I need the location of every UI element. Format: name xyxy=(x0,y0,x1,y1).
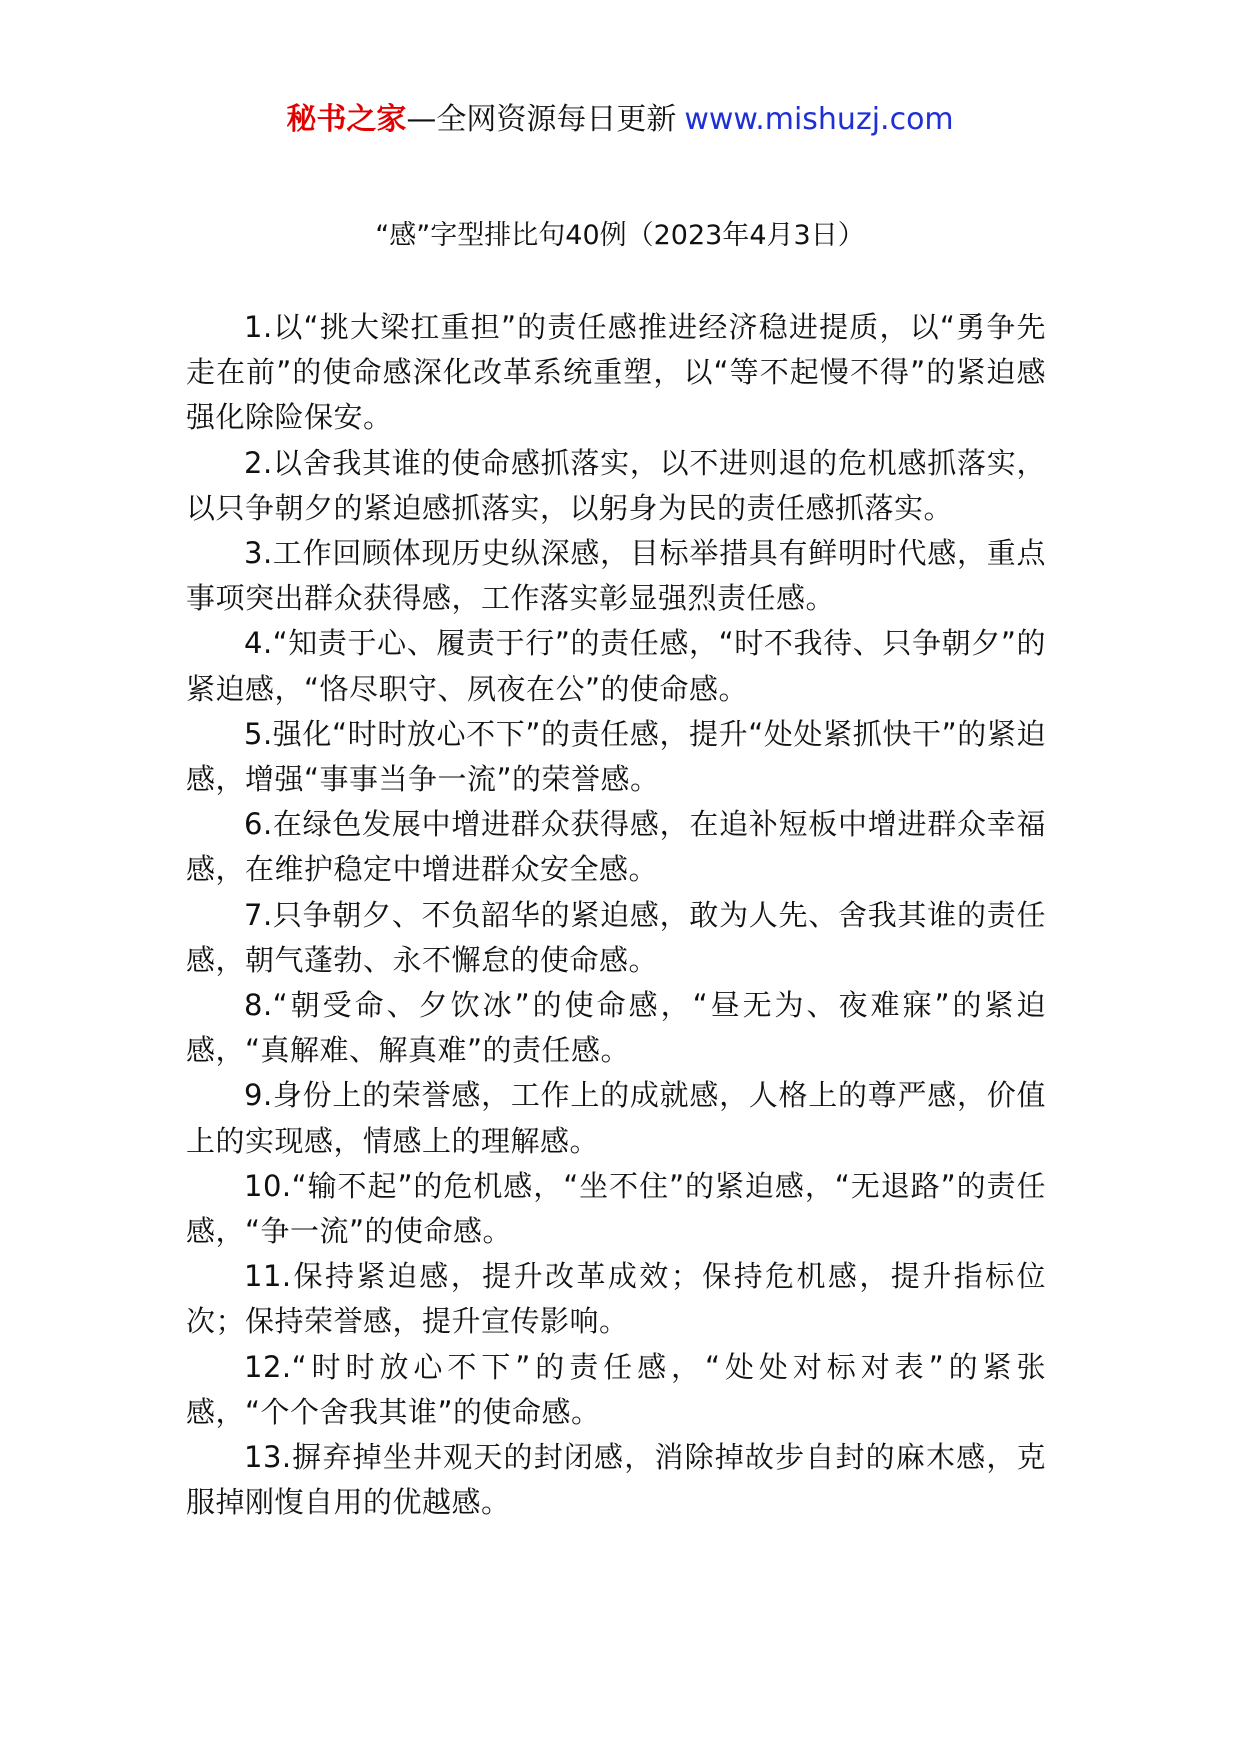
site-header xyxy=(0,98,1240,142)
site-url-link[interactable]: www.mishuzj.com xyxy=(684,102,954,137)
paragraph-10: 10.“输不起”的危机感，“坐不住”的紧迫感，“无退路”的责任感，“争一流”的使命感。 xyxy=(186,1168,1046,1249)
paragraph-12: 12.“时时放心不下”的责任感，“处处对标对表”的紧张感，“个个舍我其谁”的使命感。 xyxy=(186,1349,1046,1429)
paragraph-1: 1.以“挑大梁扛重担”的责任感推进经济稳进提质，以“勇争先走在前”的使命感深化改革系统重塑，以“等不起慢不得”的紧迫感强化除险保安。 xyxy=(186,310,1046,435)
brand-name: 秘书之家 xyxy=(286,102,407,137)
paragraph-5: 5.强化“时时放心不下”的责任感，提升“处处紧抓快干”的紧迫感，增强“事事当争一流”的荣誉感。 xyxy=(186,716,1046,797)
paragraph-4: 4.“知责于心、履责于行”的责任感，“时不我待、只争朝夕”的紧迫感，“恪尽职守、夙夜在公”的使命感。 xyxy=(186,626,1046,706)
document-title: “感”字型排比句40例（2023年4月3日） xyxy=(375,220,865,251)
paragraph-11: 11.保持紧迫感，提升改革成效；保持危机感，提升指标位次；保持荣誉感，提升宣传影响。 xyxy=(186,1259,1046,1339)
paragraph-6: 6.在绿色发展中增进群众获得感，在追补短板中增进群众幸福感，在维护稳定中增进群众安全感。 xyxy=(186,807,1046,887)
paragraph-13: 13.摒弃掉坐井观天的封闭感，消除掉故步自封的麻木感，克服掉刚愎自用的优越感。 xyxy=(186,1440,1046,1520)
paragraph-7: 7.只争朝夕、不负韶华的紧迫感，敢为人先、舍我其谁的责任感，朝气蓬勃、永不懈怠的使命感。 xyxy=(186,897,1046,977)
paragraph-8: 8.“朝受命、夕饮冰”的使命感，“昼无为、夜难寐”的紧迫感，“真解难、解真难”的责任感。 xyxy=(186,988,1046,1068)
document-body xyxy=(186,305,1046,1525)
header-slogan: —全网资源每日更新 xyxy=(406,102,677,137)
paragraph-2: 2.以舍我其谁的使命感抓落实，以不进则退的危机感抓落实，以只争朝夕的紧迫感抓落实，以躬身为民的责任感抓落实。 xyxy=(186,445,1046,525)
paragraph-3: 3.工作回顾体现历史纵深感，目标举措具有鲜明时代感，重点事项突出群众获得感，工作落实彰显强烈责任感。 xyxy=(186,536,1046,616)
paragraph-9: 9.身份上的荣誉感，工作上的成就感，人格上的尊严感，价值上的实现感，情感上的理解感。 xyxy=(186,1078,1046,1158)
